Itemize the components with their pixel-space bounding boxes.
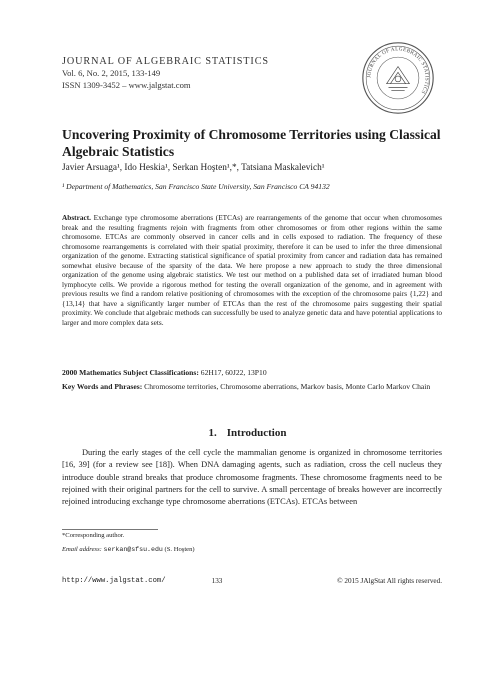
author-list: Javier Arsuaga¹, Ido Heskia¹, Serkan Hoşten¹,*, Tatsiana Maskalevich¹ bbox=[62, 163, 325, 173]
journal-name: JOURNAL OF ALGEBRAIC STATISTICS bbox=[62, 56, 269, 67]
msc-value: 62H17, 60J22, 13P10 bbox=[200, 368, 267, 377]
journal-issn: ISSN 1309-3452 – www.jalgstat.com bbox=[62, 79, 191, 90]
abstract bbox=[62, 213, 442, 328]
section-number: 1. bbox=[208, 427, 217, 439]
svg-text:JOURNAL OF ALGEBRAIC STATISTIC: JOURNAL OF ALGEBRAIC STATISTICS bbox=[366, 46, 430, 95]
footnote-divider bbox=[62, 529, 158, 530]
page-number: 133 bbox=[211, 577, 223, 585]
page-footer bbox=[62, 576, 442, 586]
msc-classification bbox=[62, 368, 442, 378]
email-link[interactable]: serkan@sfsu.edu bbox=[103, 546, 163, 553]
section-title: Introduction bbox=[226, 427, 287, 439]
email-name: (S. Hoşten) bbox=[164, 546, 195, 553]
email-label: Email address: bbox=[62, 546, 102, 553]
footnote-corresponding: *Corresponding author. bbox=[62, 532, 125, 539]
journal-header bbox=[62, 55, 332, 91]
author-affiliation: ¹ Department of Mathematics, San Francisco State University, San Francisco CA 94132 bbox=[62, 182, 330, 191]
abstract-label: Abstract. bbox=[62, 213, 91, 222]
keywords-label: Key Words and Phrases: bbox=[62, 382, 143, 391]
copyright: © 2015 JAlgStat All rights reserved. bbox=[337, 577, 442, 585]
msc-label: 2000 Mathematics Subject Classifications: bbox=[62, 368, 199, 377]
paper-title: Uncovering Proximity of Chromosome Territories using Classical Algebraic Statistics bbox=[62, 127, 441, 159]
footer-url[interactable]: http://www.jalgstat.com/ bbox=[62, 577, 166, 585]
footnote-email bbox=[62, 545, 442, 554]
journal-volume: Vol. 6, No. 2, 2015, 133-149 bbox=[62, 68, 161, 78]
keywords-value: Chromosome territories, Chromosome aberrations, Markov basis, Monte Carlo Markov Chain bbox=[144, 382, 431, 391]
keywords bbox=[62, 382, 442, 392]
introduction-paragraph: During the early stages of the cell cycle the mammalian genome is organized in chromosome territories [16, 39] (for a review see [18]). When DNA damaging agents, such as radiation, cross the cell nucleus they introduce double strand breaks that produce chromosome fragments. These chromosome fragments need to be rejoined with their original partners for the cell to survive. A small percentage of breaks however are incorrectly rejoined introducing exchange type chromosome aberrations (ETCAs). ETCAs between bbox=[62, 448, 442, 507]
abstract-text: Exchange type chromosome aberrations (ETCAs) are rearrangements of the genome that occur when chromosomes break and the resulting fragments rejoin with fragments from other chromosomes or from other regions within the same chromosome. ETCAs are commonly observed in cancer cells and in cells exposed to radiation. The frequency of these chromosome rearrangements is correlated with their spatial proximity, therefore it can be used to infer the three dimensional organization of the genome. Extracting statistical significance of spatial proximity from cancer and radiation data has remained somewhat elusive because of the sparsity of the data. We here propose a new approach to study the three dimensional organization of the genome using algebraic statistics. We test our method on a published data set of irradiated human blood lymphocyte cells. We provide a rigorous method for testing the overall organization of the genome, and in agreement with previous results we find a random relative positioning of chromosomes with the exception of the chromosome pairs {1,22} and {13,14} that have a significantly larger number of ETCAs than the rest of the chromosome pairs suggesting their spatial proximity. We conclude that algebraic methods can successfully be used to analyze genetic data and have potential applications to larger and more complex data sets. bbox=[62, 213, 442, 328]
journal-seal-icon bbox=[360, 40, 436, 116]
section-heading bbox=[0, 427, 495, 440]
